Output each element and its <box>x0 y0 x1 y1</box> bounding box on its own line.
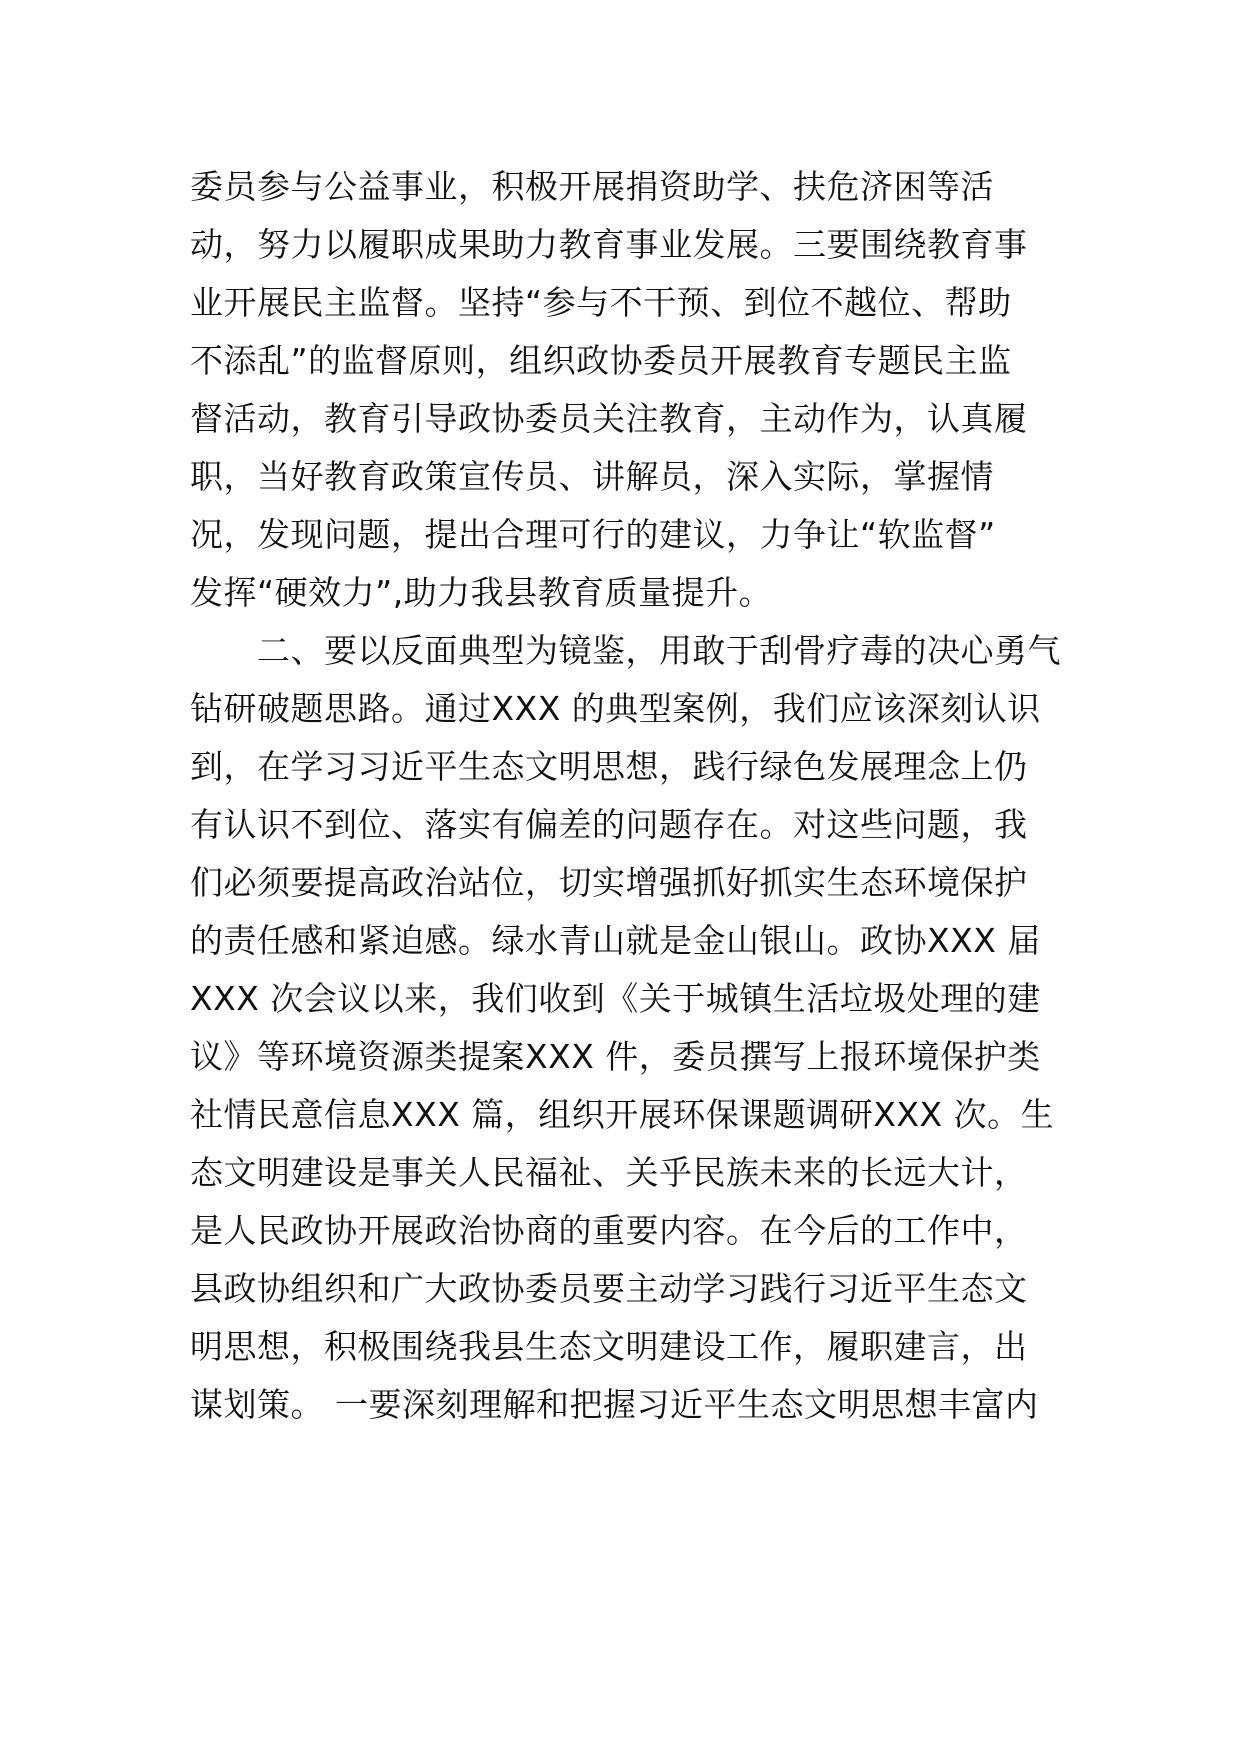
text-line: 县政协组织和广大政协委员要主动学习践行习近平生态文 <box>190 1269 1028 1308</box>
text-line: 社情民意信息XXX 篇，组织开展环保课题调研XXX 次。生 <box>190 1095 1055 1134</box>
text-line: 钻研破题思路。通过XXX 的典型案例，我们应该深刻认识 <box>190 689 1041 728</box>
text-line: 发挥“硬效力”,助力我县教育质量提升。 <box>190 573 773 612</box>
text-line: 委员参与公益事业，积极开展捐资助学、扶危济困等活 <box>190 167 994 206</box>
text-line: 况，发现问题，提出合理可行的建议，力争让“软监督” <box>190 515 996 554</box>
text-line: XXX 次会议以来，我们收到《关于城镇生活垃圾处理的建 <box>190 979 1041 1018</box>
text-line: 督活动，教育引导政协委员关注教育，主动作为，认真履 <box>190 399 1028 438</box>
text-line: 动，努力以履职成果助力教育事业发展。三要围绕教育事 <box>190 225 1028 264</box>
text-line: 态文明建设是事关人民福祉、关乎民族未来的长远大计， <box>190 1153 1028 1192</box>
text-line: 的责任感和紧迫感。绿水青山就是金山银山。政协XXX 届 <box>190 921 1041 960</box>
text-line: 职，当好教育政策宣传员、讲解员，深入实际，掌握情 <box>190 457 994 496</box>
text-line: 到，在学习习近平生态文明思想，践行绿色发展理念上仍 <box>190 747 1028 786</box>
text-line: 有认识不到位、落实有偏差的问题存在。对这些问题，我 <box>190 805 1028 844</box>
text-line: 业开展民主监督。坚持“参与不干预、到位不越位、帮助 <box>190 283 1012 322</box>
text-line: 们必须要提高政治站位，切实增强抓好抓实生态环境保护 <box>190 863 1028 902</box>
text-line: 是人民政协开展政治协商的重要内容。在今后的工作中， <box>190 1211 1028 1250</box>
body-text <box>190 158 1070 1434</box>
paragraph-start-line: 二、要以反面典型为镜鉴，用敢于刮骨疗毒的决心勇气 <box>190 631 1061 670</box>
text-line: 议》等环境资源类提案XXX 件，委员撰写上报环境保护类 <box>190 1037 1041 1076</box>
text-line: 明思想，积极围绕我县生态文明建设工作，履职建言，出 <box>190 1327 1028 1366</box>
text-line: 谋划策。 一要深刻理解和把握习近平生态文明思想丰富内 <box>190 1385 1039 1424</box>
text-line: 不添乱”的监督原则，组织政协委员开展教育专题民主监 <box>190 341 1012 380</box>
